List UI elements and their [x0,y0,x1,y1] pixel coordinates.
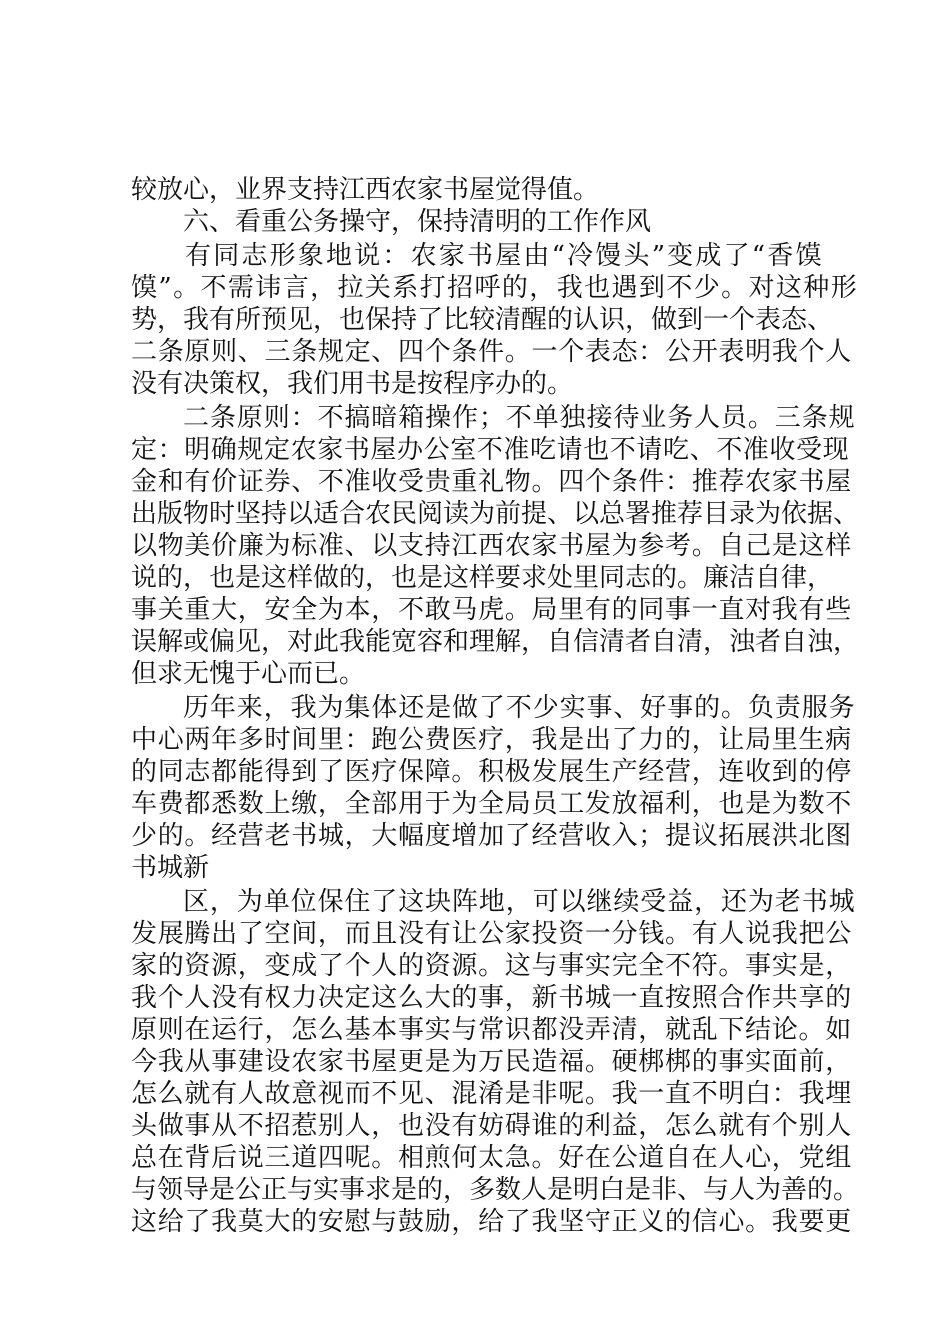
section-heading: 六、看重公务操守，保持清明的工作作风 [183,207,652,237]
text-line: 与领导是公正与实事求是的，多数人是明白是非、与人为善的。 [131,1175,860,1205]
text-line: 以物美价廉为标准、以支持江西农家书屋为参考。自己是这样 [131,531,852,561]
text-line: 少的。经营老书城，大幅度增加了经营收入；提议拓展洪北图 [131,821,852,851]
text-line: 头做事从不招惹别人，也没有妨碍谁的利益，怎么就有个别人 [131,1111,852,1141]
text-line: 书城新 [131,853,210,883]
text-line: 误解或偏见，对此我能宽容和理解，自信清者自清，浊者自浊， [131,627,860,657]
text-line: 馍”。不需讳言，拉关系打招呼的，我也遇到不少。对这种形 [131,273,859,303]
text-line: 没有决策权，我们用书是按程序办的。 [131,369,574,399]
text-line: 总在背后说三道四呢。相煎何太急。好在公道自在人心，党组 [131,1143,852,1173]
text-line: 较放心，业界支持江西农家书屋觉得值。 [131,175,600,205]
text-line: 历年来，我为集体还是做了不少实事、好事的。负责服务 [183,693,856,723]
text-line: 二条原则、三条规定、四个条件。一个表态：公开表明我个人 [131,337,852,367]
text-line: 的同志都能得到了医疗保障。积极发展生产经营，连收到的停 [131,757,852,787]
text-line: 二条原则：不搞暗箱操作；不单独接待业务人员。三条规 [183,403,856,433]
text-line: 但求无愧于心而已。 [131,659,366,689]
text-line: 势，我有所预见，也保持了比较清醒的认识，做到一个表态、 [131,305,834,335]
text-line: 区，为单位保住了这块阵地，可以继续受益，还为老书城 [183,887,856,917]
text-line: 事关重大，安全为本，不敢马虎。局里有的同事一直对我有些 [131,595,852,625]
text-line: 我个人没有权力决定这么大的事，新书城一直按照合作共享的 [131,983,852,1013]
text-line: 家的资源，变成了个人的资源。这与事实完全不符。事实是， [131,951,852,981]
text-line: 金和有价证券、不准收受贵重礼物。四个条件：推荐农家书屋 [131,467,852,497]
text-line: 今我从事建设农家书屋更是为万民造福。硬梆梆的事实面前， [131,1047,852,1077]
text-line: 说的，也是这样做的，也是这样要求处里同志的。廉洁自律， [131,563,834,593]
text-line: 中心两年多时间里：跑公费医疗，我是出了力的，让局里生病 [131,725,852,755]
text-line: 定：明确规定农家书屋办公室不准吃请也不请吃、不准收受现 [131,435,850,465]
text-line: 出版物时坚持以适合农民阅读为前提、以总署推荐目录为依据、 [131,499,860,529]
text-line: 发展腾出了空间，而且没有让公家投资一分钱。有人说我把公 [131,919,852,949]
text-line: 原则在运行，怎么基本事实与常识都没弄清，就乱下结论。如 [131,1015,852,1045]
text-line: 这给了我莫大的安慰与鼓励，给了我坚守正义的信心。我要更 [131,1207,852,1237]
text-line: 怎么就有人故意视而不见、混淆是非呢。我一直不明白：我埋 [131,1079,852,1109]
text-line: 有同志形象地说：农家书屋由“冷馒头”变成了“香馍 [185,241,824,271]
text-line: 车费都悉数上缴，全部用于为全局员工发放福利，也是为数不 [131,789,852,819]
